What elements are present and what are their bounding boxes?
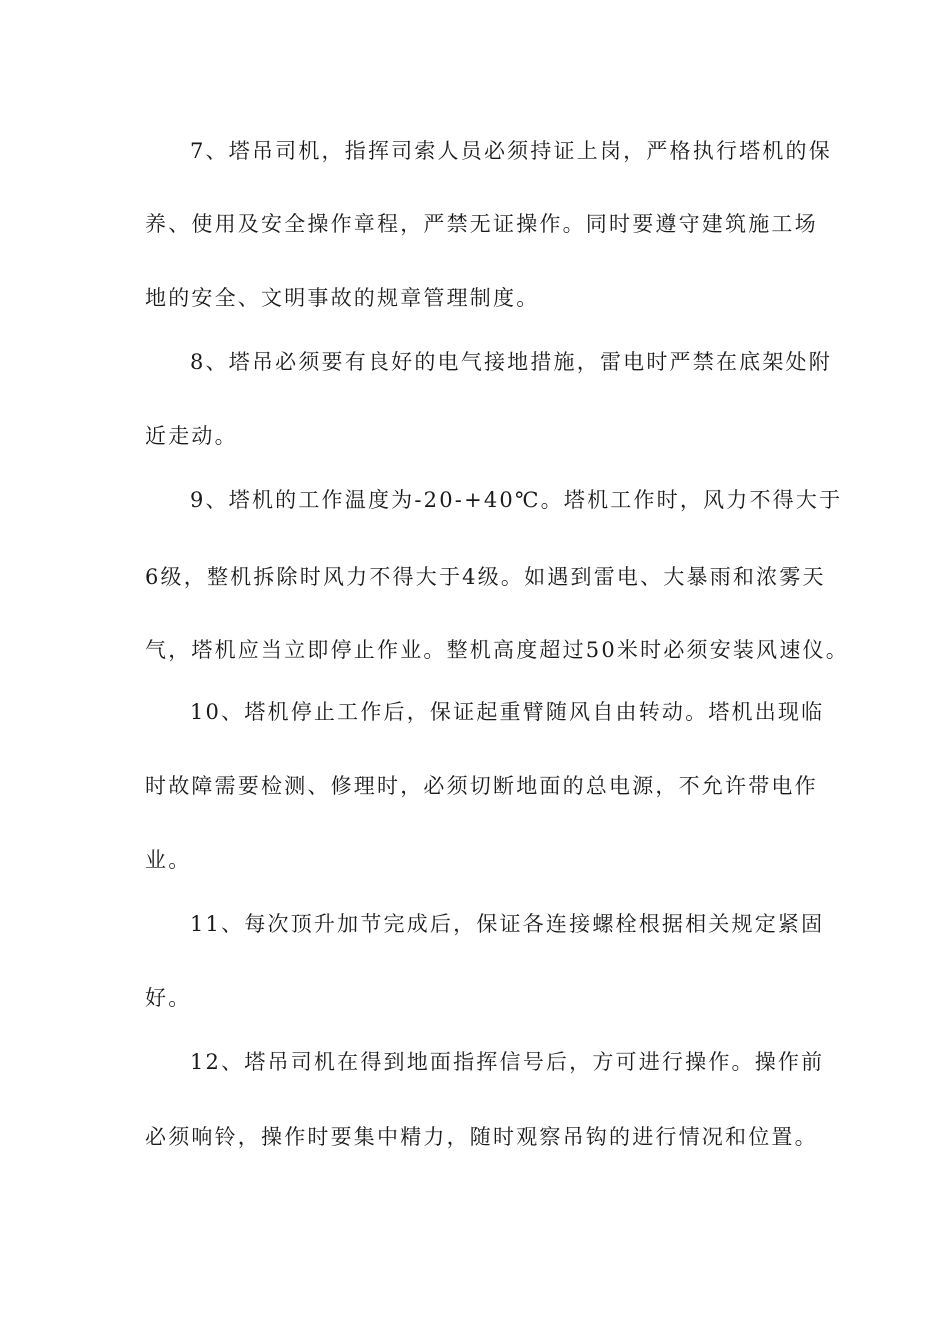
- paragraph-8-line-2: 近走动。: [145, 424, 238, 448]
- paragraph-7-line-2: 养、使用及安全操作章程，严禁无证操作。同时要遵守建筑施工场: [145, 212, 818, 236]
- paragraph-9-line-2: 6级，整机拆除时风力不得大于4级。如遇到雷电、大暴雨和浓雾天: [145, 565, 826, 589]
- paragraph-7-line-1: 7、塔吊司机，指挥司索人员必须持证上岗，严格执行塔机的保: [190, 139, 832, 163]
- paragraph-11-line-2: 好。: [145, 986, 192, 1010]
- paragraph-12-line-2: 必须响铃，操作时要集中精力，随时观察吊钩的进行情况和位置。: [145, 1125, 818, 1149]
- paragraph-10-line-1: 10、塔机停止工作后，保证起重臂随风自由转动。塔机出现临: [190, 700, 825, 724]
- paragraph-12-line-1: 12、塔吊司机在得到地面指挥信号后，方可进行操作。操作前: [190, 1050, 825, 1074]
- paragraph-9-line-1: 9、塔机的工作温度为-20-+40℃。塔机工作时，风力不得大于: [190, 488, 843, 512]
- paragraph-10-line-3: 业。: [145, 848, 192, 872]
- paragraph-7-line-3: 地的安全、文明事故的规章管理制度。: [145, 286, 540, 310]
- paragraph-9-line-3: 气，塔机应当立即停止作业。整机高度超过50米时必须安装风速仪。: [145, 638, 849, 662]
- paragraph-10-line-2: 时故障需要检测、修理时，必须切断地面的总电源，不允许带电作: [145, 774, 818, 798]
- paragraph-8-line-1: 8、塔吊必须要有良好的电气接地措施，雷电时严禁在底架处附: [190, 350, 832, 374]
- paragraph-11-line-1: 11、每次顶升加节完成后，保证各连接螺栓根据相关规定紧固: [190, 912, 825, 936]
